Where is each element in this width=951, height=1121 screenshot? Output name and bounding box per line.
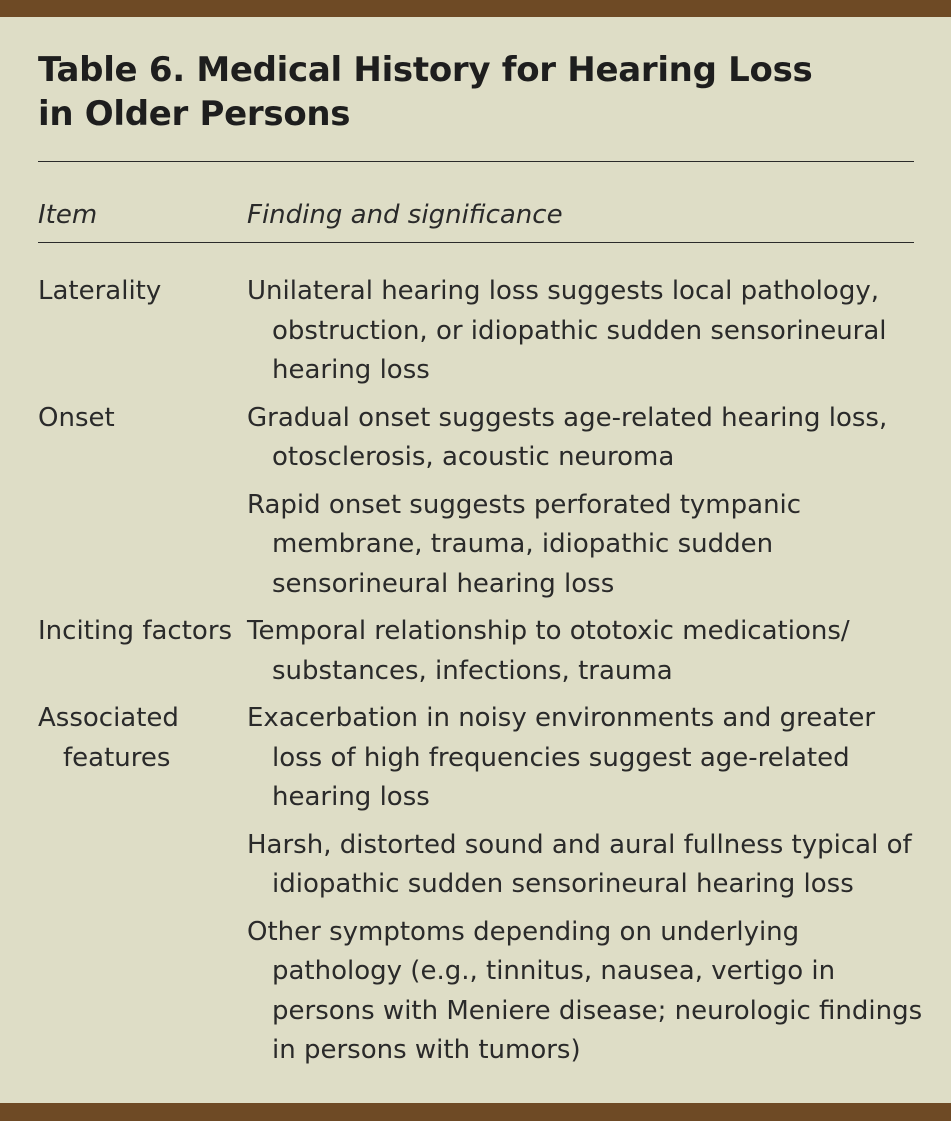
row-finding: Rapid onset suggests perforated tympanic membrane, trauma, idiopathic sudden sensorineural hearing loss <box>247 489 802 599</box>
row-finding: Temporal relationship to ototoxic medications/ substances, infections, trauma <box>247 616 850 686</box>
row-finding: Exacerbation in noisy environments and greater loss of high frequencies suggest age-related hearing loss <box>247 703 876 812</box>
row-item-associated-features: Associated features <box>38 703 179 773</box>
table-row-continuation <box>38 486 928 605</box>
table-row-continuation <box>38 826 928 905</box>
table-row <box>38 399 928 478</box>
row-finding: Unilateral hearing loss suggests local pathology, obstruction, or idiopathic sudden sensorineural hearing loss <box>247 276 887 385</box>
row-finding: Other symptoms depending on underlying pathology (e.g., tinnitus, nausea, vertigo in persons with Meniere disease; neurologic findings in persons with tumors) <box>247 916 923 1065</box>
bottom-border-bar <box>0 1103 951 1121</box>
header-bottom-rule <box>38 242 914 243</box>
row-finding: Harsh, distorted sound and aural fullness typical of idiopathic sudden sensorineural hearing loss <box>247 829 912 899</box>
table-body <box>38 272 928 1079</box>
table-row <box>38 272 928 391</box>
top-border-bar <box>0 0 951 17</box>
row-item-laterality: Laterality <box>38 276 162 306</box>
column-header-item: Item <box>38 200 98 230</box>
row-item-onset: Onset <box>38 402 115 433</box>
table-row <box>38 699 928 818</box>
table-title-line-2: in Older Persons <box>38 94 351 134</box>
table-row <box>38 612 928 691</box>
table-title <box>38 48 918 136</box>
header-top-rule <box>38 161 914 162</box>
table-title-line-1: Table 6. Medical History for Hearing Loss <box>38 50 813 90</box>
row-finding: Gradual onset suggests age-related hearing loss, otosclerosis, acoustic neuroma <box>247 402 888 472</box>
column-header-finding: Finding and significance <box>247 200 563 230</box>
row-item-inciting-factors: Inciting factors <box>38 616 233 646</box>
table-row-continuation <box>38 913 928 1071</box>
